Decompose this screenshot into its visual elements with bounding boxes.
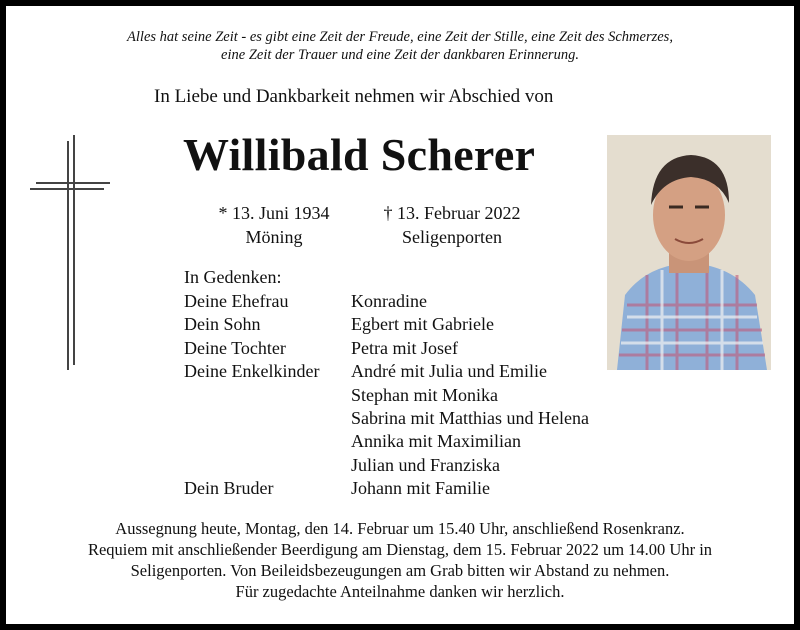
mourner-names: Stephan mit Monika — [351, 384, 498, 405]
mourner-names: Egbert mit Gabriele — [351, 314, 494, 335]
mourner-relation: Deine Ehefrau — [184, 291, 289, 311]
mourner-names: Petra mit Josef — [351, 337, 458, 358]
mourner-names: Johann mit Familie — [351, 478, 490, 499]
mourner-relation: Deine Enkelkinder — [184, 361, 320, 382]
death-date: † 13. Februar 2022 — [383, 203, 521, 223]
birth-place: Möning — [245, 227, 303, 247]
mourner-relation: Deine Tochter — [184, 337, 286, 358]
motto-line-2: eine Zeit der Trauer und eine Zeit der dankbaren Erinnerung. — [221, 47, 579, 63]
closing-line-4: Für zugedachte Anteilnahme danken wir herzlich. — [235, 582, 565, 601]
motto-line-1: Alles hat seine Zeit - es gibt eine Zeit der Freude, eine Zeit der Stille, eine Zeit des Schmerzes, — [127, 29, 673, 45]
mourner-relation: Dein Bruder — [184, 478, 274, 499]
mourner-names: Annika mit Maximilian — [351, 431, 521, 452]
intro-text: In Liebe und Dankbarkeit nehmen wir Abschied von — [154, 86, 554, 107]
deceased-photo — [607, 135, 771, 370]
closing-line-3: Seligenporten. Von Beileidsbezeugungen am Grab bitten wir Abstand zu nehmen. — [130, 561, 670, 580]
closing-line-2: Requiem mit anschließender Beerdigung am Dienstag, dem 15. Februar 2022 um 14.00 Uhr in — [87, 540, 713, 559]
mourner-relation: Dein Sohn — [184, 314, 261, 335]
mourner-names: André mit Julia und Emilie — [351, 361, 547, 382]
mourner-names: Sabrina mit Matthias und Helena — [351, 408, 589, 428]
birth-date: * 13. Juni 1934 — [218, 203, 330, 223]
death-place: Seligenporten — [402, 227, 502, 247]
mourners-heading: In Gedenken: — [184, 267, 282, 287]
mourner-names: Konradine — [351, 291, 427, 311]
deceased-name: Willibald Scherer — [183, 129, 536, 180]
mourner-names: Julian und Franziska — [351, 454, 500, 475]
closing-line-1: Aussegnung heute, Montag, den 14. Februar um 15.40 Uhr, anschließend Rosenkranz. — [115, 519, 685, 538]
